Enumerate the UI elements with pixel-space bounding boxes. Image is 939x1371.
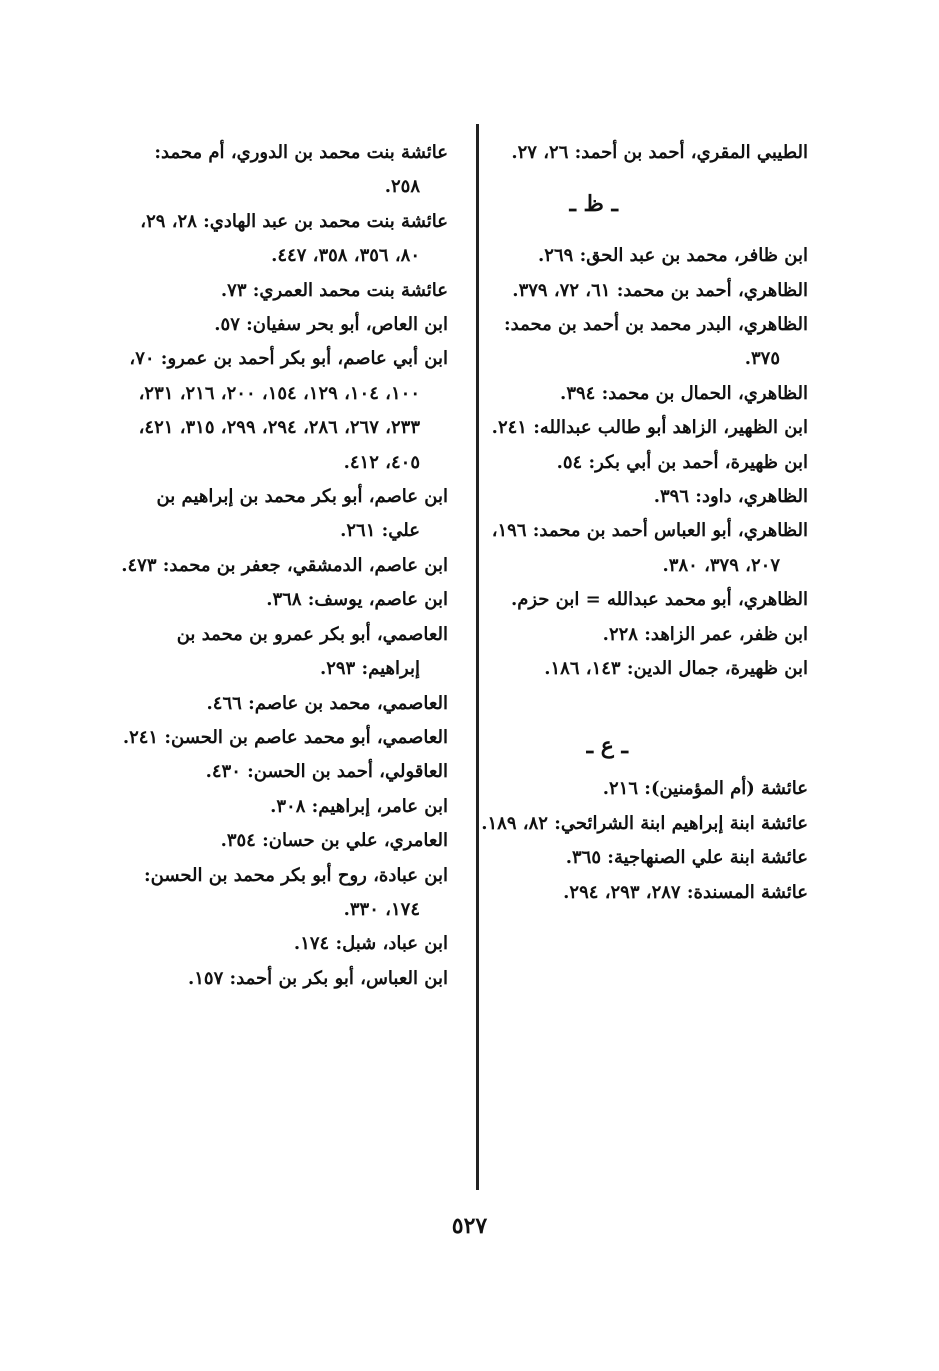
- section-heading-ain: ـ ع ـ: [586, 733, 628, 760]
- index-entry: ابن عاصم، يوسف: ٣٦٨.: [266, 589, 448, 611]
- index-entry: الظاهري، أحمد بن محمد: ٦١، ٧٢، ٣٧٩.: [512, 279, 808, 301]
- index-entry: عائشة بنت محمد بن عبد الهادي: ٢٨، ٢٩، ٨٠، ٣٥٦، ٣٥٨، ٤٤٧.: [140, 210, 448, 267]
- index-entry: عائشة (أم المؤمنين): ٢١٦.: [602, 778, 808, 800]
- column-divider: [476, 124, 479, 1190]
- index-entry: ابن ظهيرة، جمال الدين: ١٤٣، ١٨٦.: [544, 658, 808, 680]
- index-entry: ابن ظفر، عمر الزاهد: ٢٢٨.: [602, 623, 808, 645]
- index-entry: عائشة ابنة إبراهيم ابنة الشرائحي: ٨٢، ١٨٩.: [481, 812, 808, 834]
- index-entry: عائشة ابنة علي الصنهاجية: ٣٦٥.: [565, 847, 808, 869]
- index-entry: ابن ظافر، محمد بن عبد الحق: ٢٦٩.: [538, 245, 808, 267]
- index-entry: ابن الظهير، الزاهد أبو طالب عبدالله: ٢٤١.: [491, 417, 808, 439]
- index-entry: الظاهري، البدر محمد بن أحمد بن محمد: ٣٧٥.: [504, 314, 808, 370]
- index-entry: العامري، علي بن حسان: ٣٥٤.: [220, 830, 448, 852]
- index-entry: ابن عاصم، أبو بكر محمد بن إبراهيم بن علي: ٢٦١.: [156, 486, 448, 542]
- index-entry: العاصمي، أبو محمد عاصم بن الحسن: ٢٤١.: [122, 726, 448, 748]
- index-entry: الظاهري، أبو محمد عبدالله = ابن حزم.: [510, 589, 808, 611]
- index-entry: الظاهري، أبو العباس أحمد بن محمد: ١٩٦، ٢٠٧، ٣٧٩، ٣٨٠.: [491, 520, 808, 576]
- index-entry: ابن العباس، أبو بكر بن أحمد: ١٥٧.: [187, 967, 448, 989]
- index-entry: ابن عباد، شبل: ١٧٤.: [293, 933, 448, 955]
- index-entry: عائشة المسندة: ٢٨٧، ٢٩٣، ٢٩٤.: [563, 881, 808, 903]
- index-entry: الطيبي المقري، أحمد بن أحمد: ٢٦، ٢٧.: [511, 142, 808, 163]
- section-heading-zaa: ـ ظ ـ: [569, 191, 618, 218]
- index-entry: ابن ظهيرة، أحمد بن أبي بكر: ٥٤.: [556, 451, 808, 473]
- index-entry: عائشة بنت محمد بن الدوري، أم محمد: ٢٥٨.: [154, 142, 448, 198]
- right-column: [478, 136, 808, 910]
- index-entry: ابن عبادة، روح أبو بكر محمد بن الحسن: ١٧٤، ٣٣٠.: [143, 864, 448, 920]
- index-entry: الظاهري، الحمال بن محمد: ٣٩٤.: [560, 382, 808, 404]
- index-entry: ابن العاص، أبو بحر سفيان: ٥٧.: [214, 314, 448, 336]
- index-entry: عائشة بنت محمد العمري: ٧٣.: [220, 279, 448, 301]
- index-entry: ابن عاصم، الدمشقي، جعفر بن محمد: ٤٧٣.: [121, 554, 448, 576]
- index-entry: العاقولي، أحمد بن الحسن: ٤٣٠.: [205, 761, 448, 783]
- index-entry: العاصمي، محمد بن عاصم: ٤٦٦.: [206, 692, 448, 714]
- index-entry: ابن أبي عاصم، أبو بكر أحمد بن عمرو: ٧٠، ١٠٠، ١٠٤، ١٢٩، ١٥٤، ٢٠٠، ٢١٦، ٢٣١، ٢٣٣، ٢٦٧، ٢٨٦، ٢٩٤، ٢٩٩، ٣١٥، ٤٢١، ٤٠٥، ٤١٢.: [129, 348, 448, 473]
- left-column: [118, 136, 448, 996]
- index-entry: ابن عامر، إبراهيم: ٣٠٨.: [270, 795, 448, 817]
- index-entry: الظاهري، داود: ٣٩٦.: [653, 486, 808, 508]
- index-entry: العاصمي، أبو بكر عمرو بن محمد بن إبراهيم: ٢٩٣.: [176, 623, 448, 680]
- page-number: ٥٢٧: [451, 1213, 488, 1239]
